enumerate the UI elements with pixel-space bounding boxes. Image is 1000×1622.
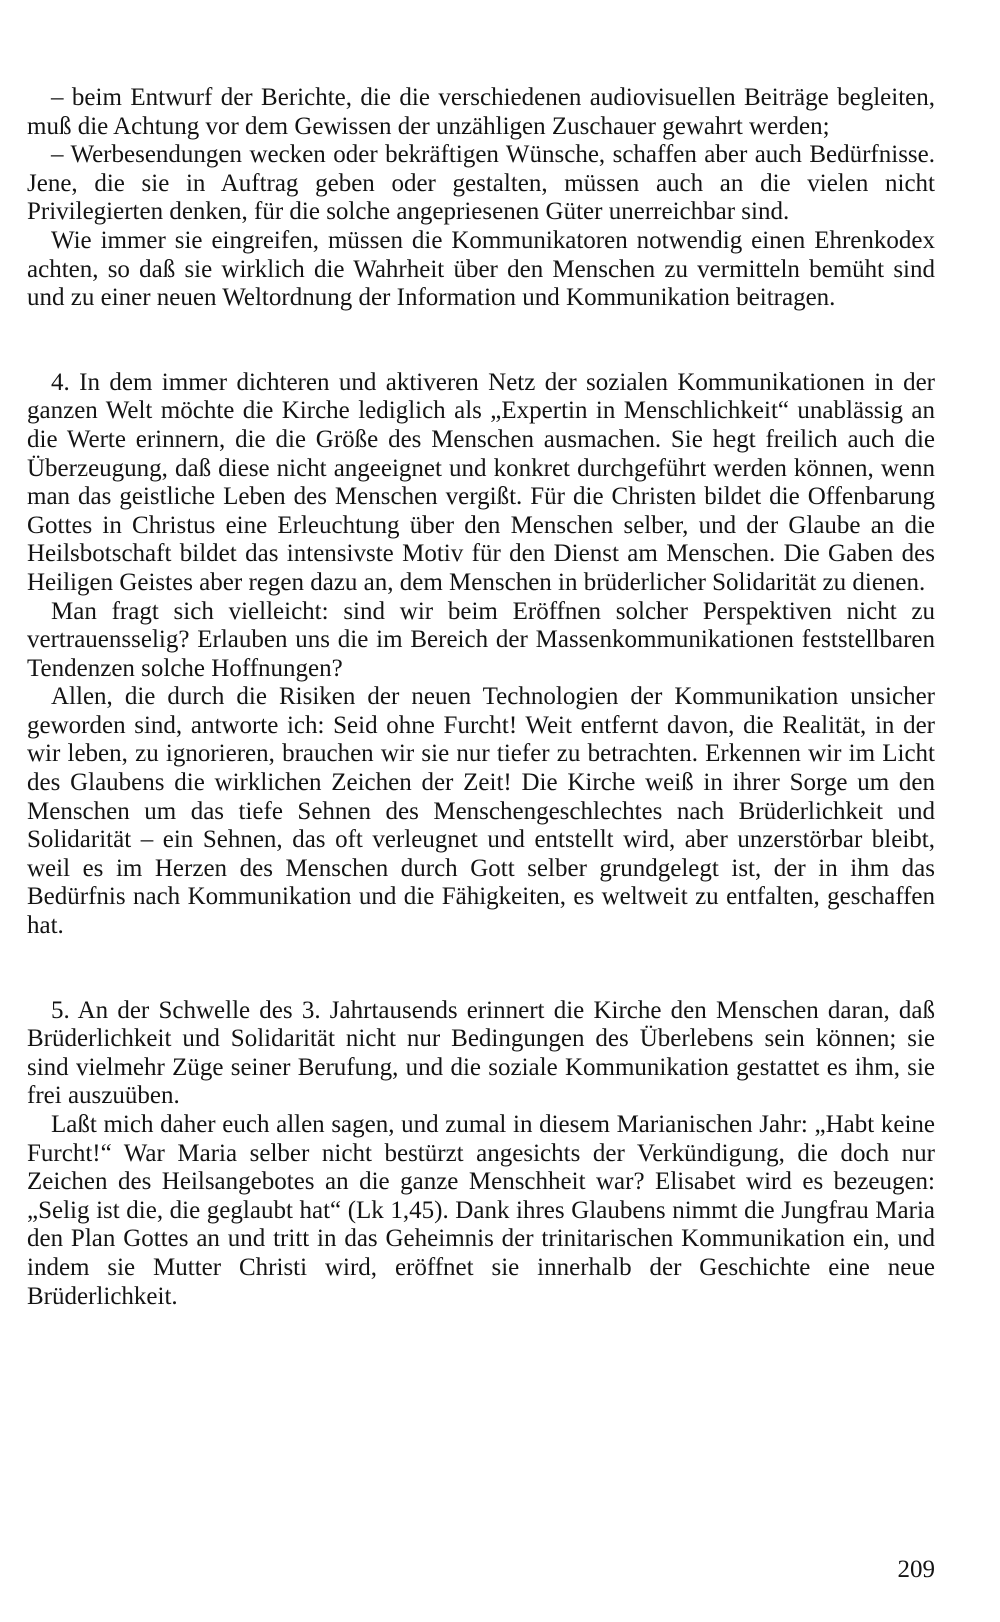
paragraph-section-5: 5. An der Schwelle des 3. Jahrtausends erinnert die Kirche den Menschen daran, daß Brüderlichkeit und Solidarität nicht nur Bedingungen des Überlebens sein können; sie sind vielmehr Züge seiner Berufung, und die soziale Kommunikation gestattet es ihm, sie frei auszuüben. (27, 996, 935, 1110)
page-number: 209 (897, 1556, 935, 1583)
paragraph-report-drafting: – beim Entwurf der Berichte, die die verschiedenen audiovisuellen Beiträge begleiten, muß die Achtung vor dem Gewissen der unzähligen Zuschauer gewahrt werden; (27, 84, 935, 140)
paragraph-communicators-code: Wie immer sie eingreifen, müssen die Kommunikatoren notwendig einen Ehrenkodex achten, so daß sie wirklich die Wahrheit über den Menschen zu vermitteln bemüht sind und zu einer neuen Weltordnung der Information und Kommunikation beitragen. (27, 226, 935, 312)
paragraph-without-fear: Allen, die durch die Risiken der neuen Technologien der Kommunikation unsicher geworden sind, antworte ich: Seid ohne Furcht! Weit entfernt davon, die Realität, in der wir leben, zu ignorieren, brauchen wir sie nur tiefer zu betrachten. Erkennen wir im Licht des Glaubens die wirklichen Zeichen der Zeit! Die Kirche weiß in ihrer Sorge um den Menschen um das tiefe Sehnen des Menschengeschlechtes nach Brüderlichkeit und Solidarität – ein Sehnen, das oft verleugnet und entstellt wird, aber unzerstörbar bleibt, weil es im Herzen des Menschen durch Gott selber grundgelegt ist, der in ihm das Bedürfnis nach Kommunikation und die Fähigkeiten, es weltweit zu entfalten, geschaffen hat. (27, 683, 935, 940)
section-spacer (27, 941, 935, 997)
paragraph-marian-year: Laßt mich daher euch allen sagen, und zumal in diesem Marianischen Jahr: „Habt keine Furcht!“ War Maria selber nicht bestürzt angesichts der Verkündigung, die doch nur Zeichen des Heilsangebotes an die ganze Menschheit war? Elisabet wird es bezeugen: „Selig ist die, die geglaubt hat“ (Lk 1,45). Dank ihres Glaubens nimmt die Jungfrau Maria den Plan Gottes an und tritt in das Geheimnis der trinitarischen Kommunikation ein, und indem sie Mutter Christi wird, eröffnet sie innerhalb der Geschichte eine neue Brüderlichkeit. (27, 1111, 935, 1310)
paragraph-trust-question: Man fragt sich vielleicht: sind wir beim Eröffnen solcher Perspektiven nicht zu vertrauensselig? Erlauben uns die im Bereich der Massenkommunikationen feststellbaren Tendenzen solche Hoffnungen? (27, 597, 935, 682)
paragraph-advertising: – Werbesendungen wecken oder bekräftigen Wünsche, schaffen aber auch Bedürfnisse. Jene, die sie in Auftrag geben oder gestalten, müssen auch an die vielen nicht Privilegierten denken, für die solche angepriesenen Güter unerreichbar sind. (27, 141, 935, 226)
section-spacer (27, 313, 935, 369)
page-body (27, 84, 935, 1311)
paragraph-section-4: 4. In dem immer dichteren und aktiveren Netz der sozialen Kommunikationen in der ganzen Welt möchte die Kirche lediglich als „Expertin in Menschlichkeit“ unablässig an die Werte erinnern, die die Größe des Menschen ausmachen. Sie hegt freilich auch die Überzeugung, daß diese nicht angeeignet und konkret durchgeführt werden können, wenn man das geistliche Leben des Menschen vergißt. Für die Christen bildet die Offenbarung Gottes in Christus eine Erleuchtung über den Menschen selber, und der Glaube an die Heilsbotschaft bildet das intensivste Motiv für den Dienst am Menschen. Die Gaben des Heiligen Geistes aber regen dazu an, dem Menschen in brüderlicher Solidarität zu dienen. (27, 368, 935, 596)
